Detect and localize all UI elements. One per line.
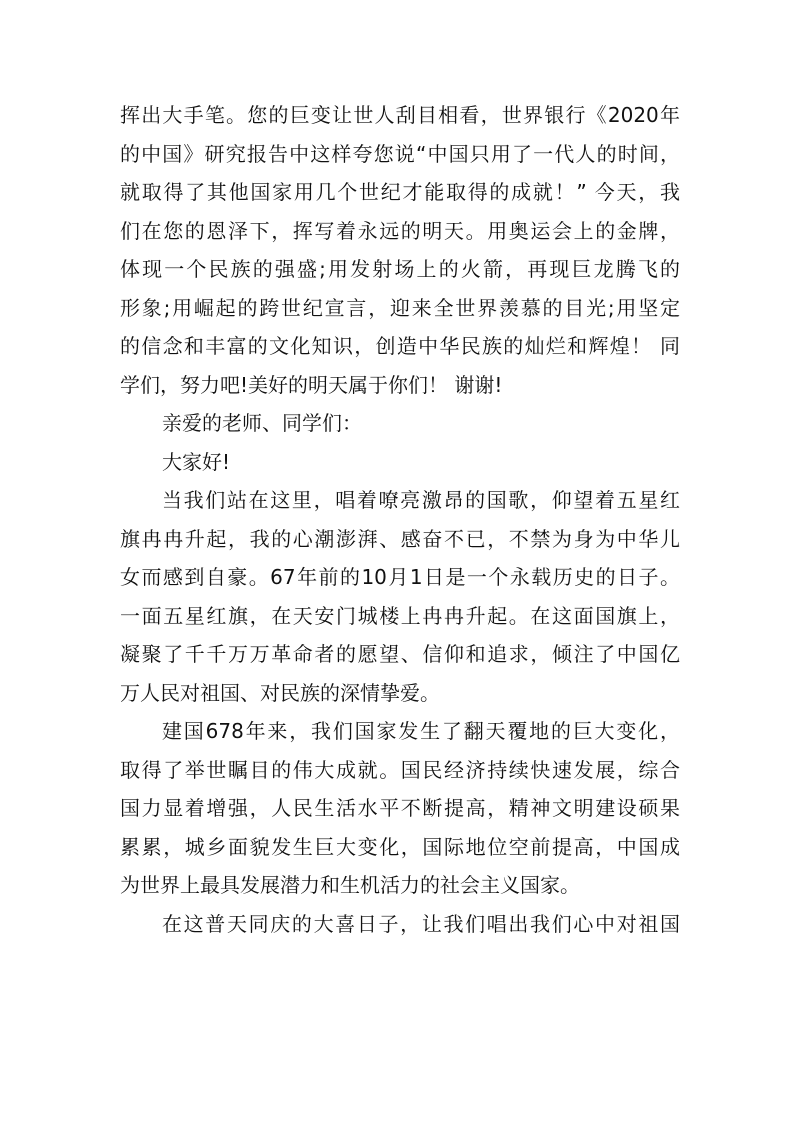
text-line: 们在您的恩泽下，挥写着永远的明天。用奥运会上的金牌，	[120, 218, 680, 243]
text-line: 国力显着增强，人民生活水平不断提高，精神文明建设硕果	[120, 796, 680, 820]
text-line: 女而感到自豪。67年前的10月1日是一个永载历史的日子。	[120, 565, 680, 589]
text-line: 一面五星红旗，在天安门城楼上冉冉升起。在这面国旗上，	[120, 603, 680, 628]
text-line: 为世界上最具发展潜力和生机活力的社会主义国家。	[120, 873, 580, 897]
text-line: 万人民对祖国、对民族的深情挚爱。	[120, 680, 440, 705]
text-line: 在这普天同庆的大喜日子，让我们唱出我们心中对祖国	[162, 911, 680, 936]
text-line: 累累，城乡面貌发生巨大变化，国际地位空前提高，中国成	[120, 834, 680, 859]
text-line: 建国678年来，我们国家发生了翻天覆地的巨大变化，	[162, 719, 680, 743]
text-line: 凝聚了千千万万革命者的愿望、信仰和追求，倾注了中国亿	[120, 642, 680, 666]
text-line: 学们，努力吧!美好的明天属于你们！ 谢谢!	[120, 372, 503, 397]
text-line: 大家好!	[162, 449, 231, 474]
text-line: 的中国》研究报告中这样夸您说“中国只用了一代人的时间，	[120, 141, 680, 166]
text-line: 挥出大手笔。您的巨变让世人刮目相看，世界银行《2020年	[120, 103, 680, 127]
text-line: 取得了举世瞩目的伟大成就。国民经济持续快速发展，综合	[120, 757, 680, 782]
document-body	[120, 96, 680, 943]
text-line: 形象;用崛起的跨世纪宣言，迎来全世界羡慕的目光;用坚定	[120, 295, 680, 320]
text-line: 的信念和丰富的文化知识，创造中华民族的灿烂和辉煌！ 同	[120, 334, 680, 358]
text-line: 亲爱的老师、同学们：	[162, 411, 362, 435]
text-line: 体现一个民族的强盛;用发射场上的火箭，再现巨龙腾飞的	[120, 257, 680, 281]
text-line: 旗冉冉升起，我的心潮澎湃、感奋不已，不禁为身为中华儿	[120, 526, 680, 551]
text-line: 就取得了其他国家用几个世纪才能取得的成就！” 今天，我	[120, 180, 680, 204]
text-line: 当我们站在这里，唱着嘹亮激昂的国歌，仰望着五星红	[162, 488, 680, 512]
